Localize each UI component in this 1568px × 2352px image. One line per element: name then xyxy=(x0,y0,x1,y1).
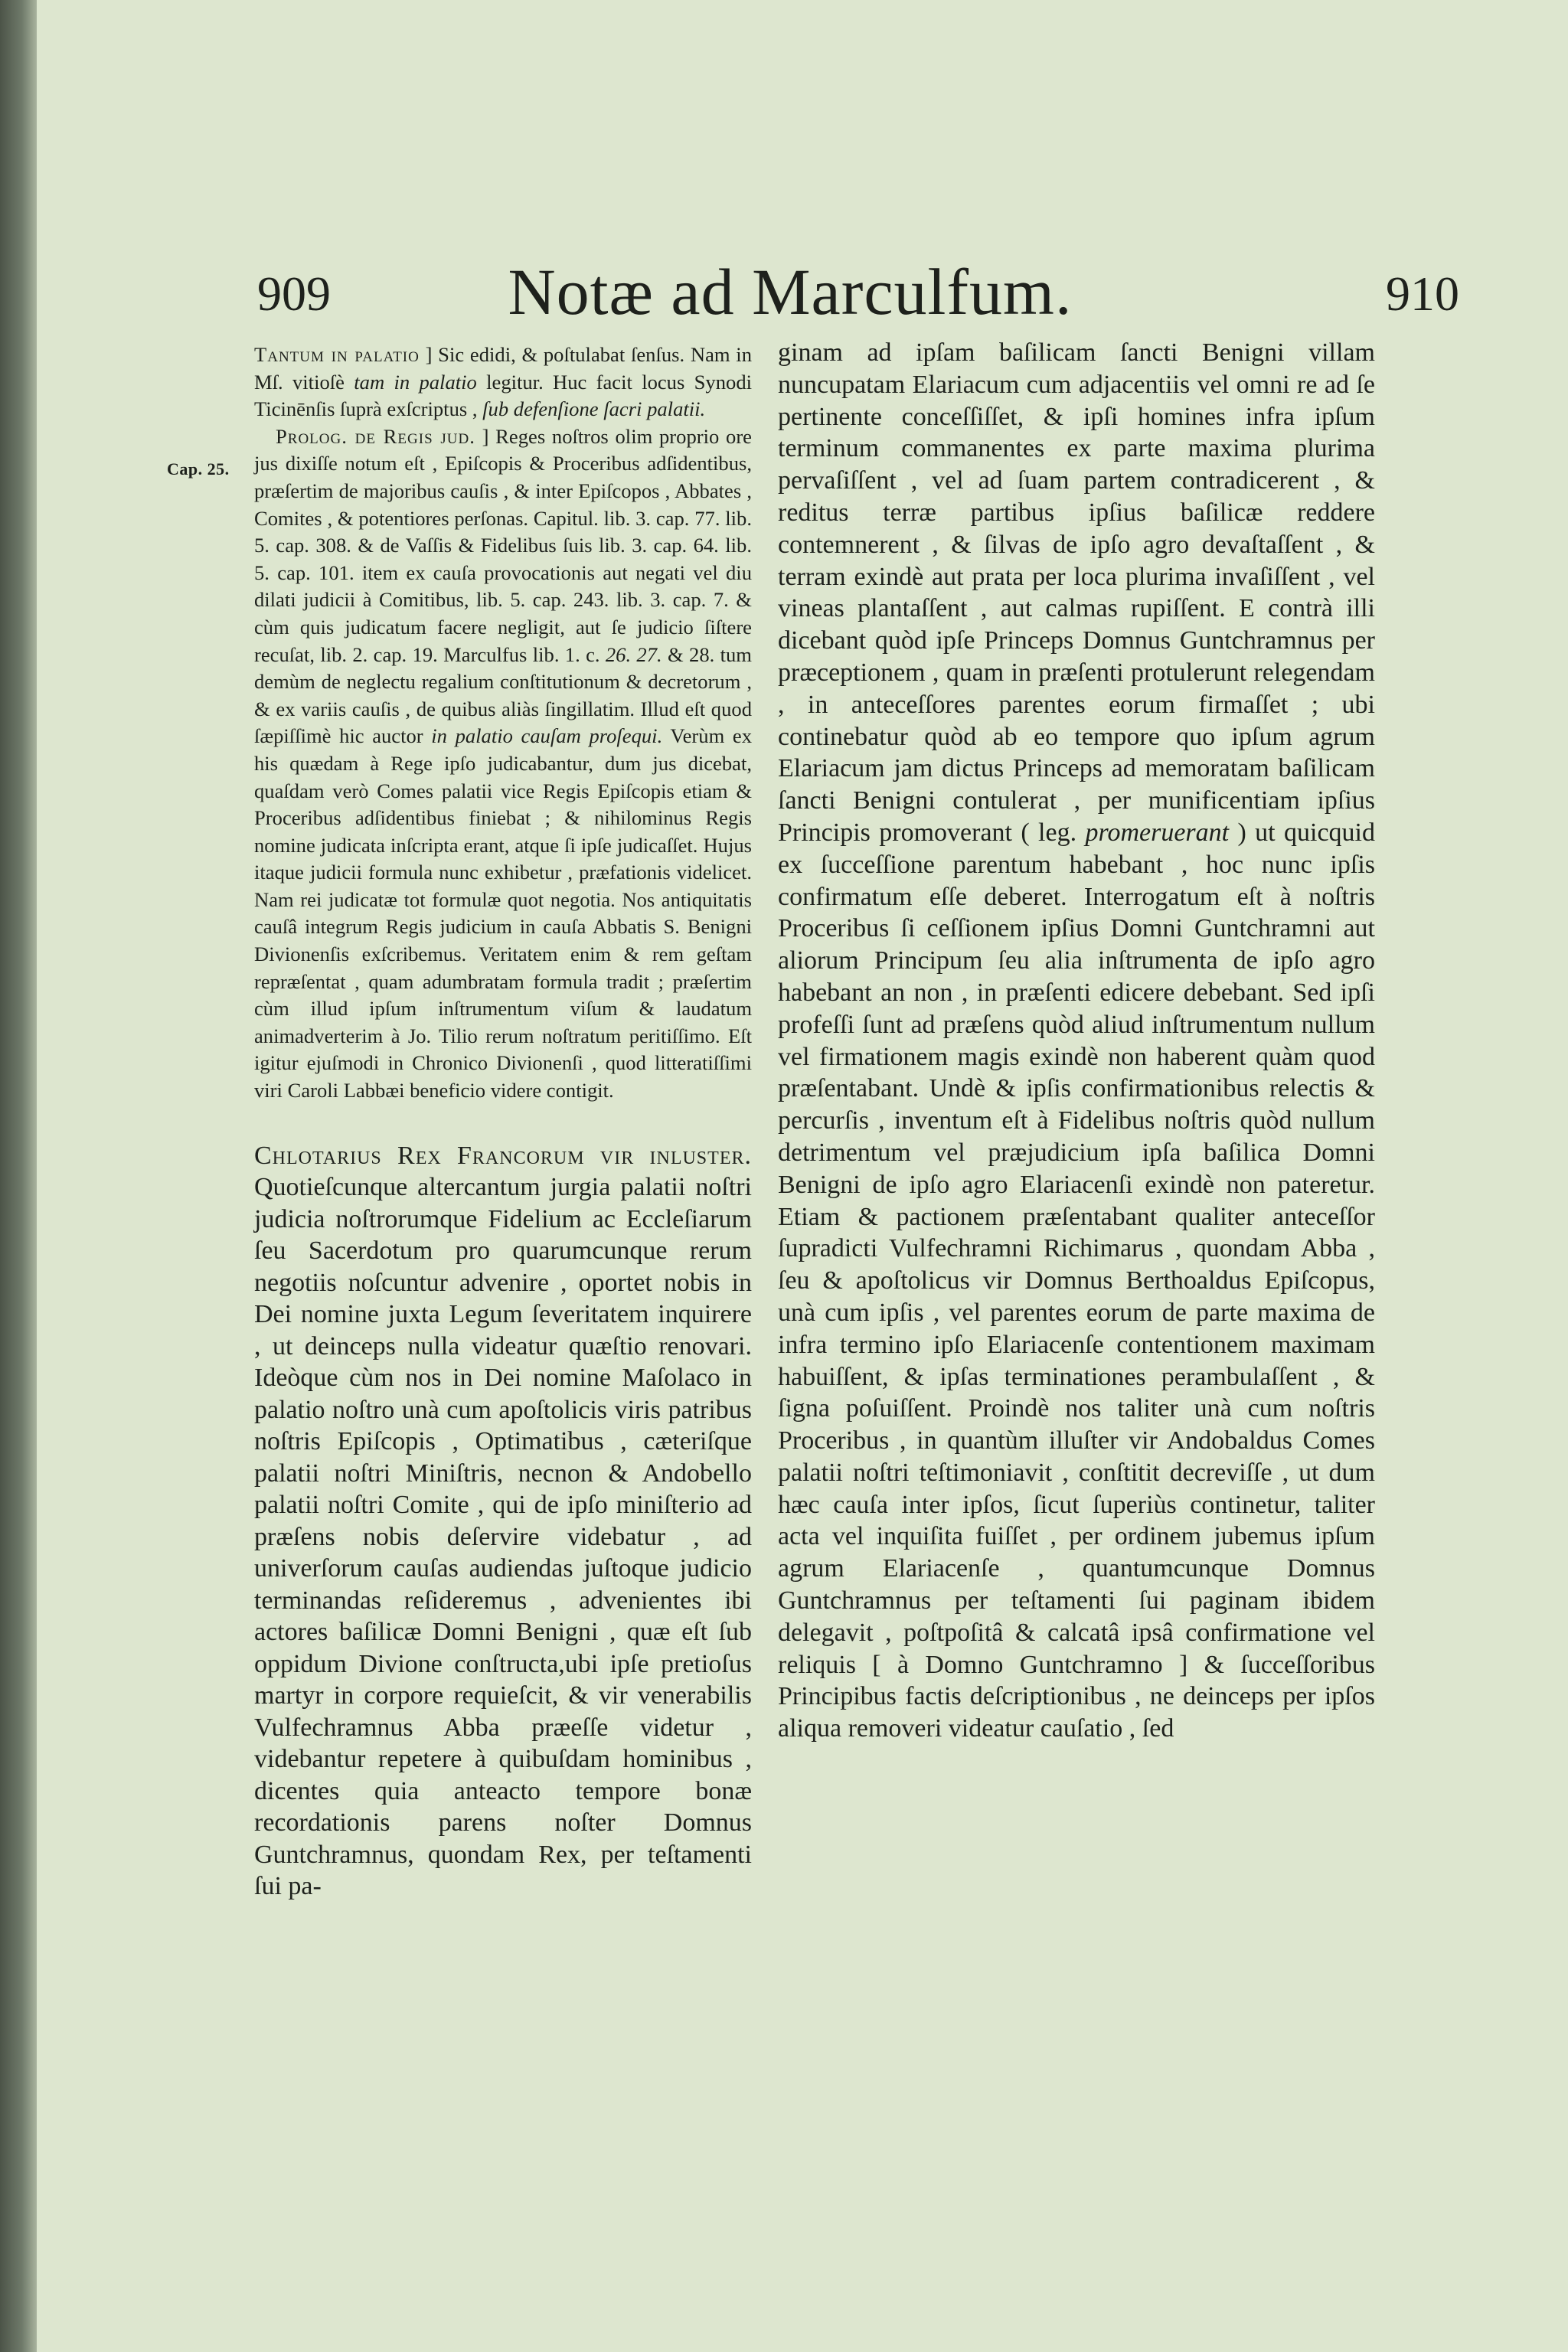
note-italic: 26. 27. xyxy=(605,642,662,666)
right-page-number: 910 xyxy=(1386,266,1459,321)
left-column xyxy=(254,341,752,1903)
note-text: legitur. Huc facit locus Synodi Ticinēnſis ſuprà exſcriptus , xyxy=(254,370,753,421)
charter-text-left xyxy=(254,1140,752,1903)
note-lemma: Tantum in palatio xyxy=(254,343,420,366)
book-spine-shadow xyxy=(0,0,37,2352)
right-column xyxy=(778,337,1375,1745)
margin-reference: Cap. 25. xyxy=(167,459,230,479)
charter-italic: promeruerant xyxy=(1085,818,1230,847)
charter-heading: Chlotarius Rex Francorum vir inluster. xyxy=(254,1141,752,1170)
charter-body: ginam ad ipſam baſilicam ſancti Benigni villam nuncupatam Elariacum cum adjacentiis vel omni re ad ſe pertinente conceſſiſſet, & ipſi homines infra ipſum terminum commanentes ex parte maxima plurima pervaſiſſent , vel ad ſuam partem contradicerent , & reditus terræ partibus ipſius baſilicæ reddere contemnerent , & ſilvas de ipſo agro devaſtaſſent , & terram exindè aut prata per loca plurima invaſiſſent , vel vineas plantaſſent , aut calmas rupiſſent. E contrà illi dicebant quòd ipſe Princeps Domnus Guntchramnus per præceptionem , quam in præſenti protulerunt relegendam , in anteceſſores parentes eorum firmaſſet ; ubi continebatur quòd ab eo tempore quo ipſum agrum Elariacum jam dictus Princeps ad memoratam baſilicam ſancti Benigni contulerat , per munificentiam ipſius Principis promoverant ( leg. xyxy=(778,338,1375,847)
annotations xyxy=(254,341,752,1105)
note-prolog-de-regis-jud xyxy=(254,423,752,1105)
left-page-number: 909 xyxy=(257,266,331,321)
book-page xyxy=(37,0,1568,2352)
note-italic: in palatio cauſam proſequi. xyxy=(431,724,663,748)
running-title: Notæ ad Marculfum. xyxy=(508,255,1073,328)
note-text: Verùm ex his quædam à Rege ipſo judicabantur, dum jus dicebat, quaſdam verò Comes palatii vice Regis Epiſcopis etiam & Proceribus adſidentibus finiebat ; & nihilominus Regis nomine judicata inſcripta erant, atque ſi ipſe judicaſſet. Hujus itaque judicii formula nunc exhibetur , præfationis videlicet. Nam rei judicatæ tot formulæ quot negotia. Nos antiquitatis cauſâ integrum Regis judicium in cauſa Abbatis S. Benigni Divionenſis exſcribemus. Veritatem enim & rem geſtam repræſentat , quam adumbratam formula tradit ; præſertim cùm illud ipſum inſtrumentum viſum & laudatum animadverterim à Jo. Tilio rerum noſtratum peritiſſimo. Eſt igitur ejuſmodi in Chronico Divionenſi , quod litteratiſſimi viri Caroli Labbæi beneficio videre contigit. xyxy=(254,724,752,1102)
note-text: ] Reges noſtros olim proprio ore jus dixiſſe notum eſt , Epiſcopis & Proceribus adſidentibus, præſertim de majoribus cauſis , & inter Epiſcopos , Abbates , Comites , & potentiores perſonas. Capitul. lib. 3. cap. 77. lib. 5. cap. 308. & de Vaſſis & Fidelibus ſuis lib. 3. cap. 64. lib. 5. cap. 101. item ex cauſa provocationis aut negati vel diu dilati judicii à Comitibus, lib. 5. cap. 243. lib. 3. cap. 7. & cùm quis judicatum facere negligit, aut ſe judicio ſiſtere recuſat, lib. 2. cap. 19. Marculfus lib. 1. c. xyxy=(254,424,752,666)
note-text: ] Sic edidi, & poſtulabat ſenſus. Nam in Mſ. vitioſè xyxy=(254,343,752,394)
charter-body: ) ut quicquid ex ſucceſſione parentum habebant , hoc nunc ipſis confirmatum eſſe deberet. Interrogatum eſt à noſtris Proceribus ſi ceſſionem ipſius Domni Guntchramni aut aliorum Principum ſeu alia inſtrumenta de ipſo agro habebant an non , in præſenti edicere debebant. Sed ipſi profeſſi ſunt ad præſens quòd aliud inſtrumentum nullum vel firmationem magis exindè non haberent quàm quod præſentabant. Undè & ipſis confirmationibus relectis & percurſis , inventum eſt à Fidelibus noſtris quòd nullum detrimentum vel præjudicium ipſa baſilica Domni Benigni de ipſo agro Elariacenſi exindè non pateretur. Etiam & pactionem præſentabant qualiter anteceſſor ſupradicti Vulfechramni Richimarus , quondam Abba , ſeu & apoſtolicus vir Domnus Berthoaldus Epiſcopus, unà cum ipſis , vel parentes eorum de parte maxima de infra termino ipſo Elariacenſe contentionem maximam habuiſſent, & ipſas terminationes perambulaſſent , & ſigna poſuiſſent. Proindè nos taliter unà cum noſtris Proceribus , in quantùm illuſter vir Andobaldus Comes palatii noſtri teſtimoniavit , conſtitit decreviſſe , ut dum hæc cauſa inter ipſos, ſicut ſuperiùs continetur, taliter acta vel inquiſita fuiſſet , per ordinem jubemus ipſum agrum Elariacenſe , quantumcunque Domnus Guntchramnus per teſtamenti ſui paginam ibidem delegavit , poſtpoſitâ & calcatâ ipsâ confirmatione vel reliquis [ à Domno Guntchramno ] & ſucceſſoribus Principibus factis deſcriptionibus , ne deinceps per ipſos aliqua removeri videatur cauſatio , ſed xyxy=(778,818,1375,1743)
note-lemma: Prolog. de Regis jud. xyxy=(276,424,475,448)
note-italic: ſub defenſione ſacri palatii. xyxy=(482,397,706,421)
note-tantum-in-palatio xyxy=(254,341,752,423)
note-italic: tam in palatio xyxy=(354,370,477,394)
note-text: & 28. tum demùm de neglectu regalium conſtitutionum & decretorum , & ex variis cauſis , de quibus aliàs ſingillatim. Illud eſt quod ſæpiſſimè hic auctor xyxy=(254,642,752,748)
charter-body: Quotieſcunque altercantum jurgia palatii noſtri judicia noſtrorumque Fidelium ac Eccleſiarum ſeu Sacerdotum pro quarumcunque rerum negotiis noſcuntur advenire , oportet nobis in Dei nomine juxta Legum ſeveritatem inquirere , ut deinceps nulla videatur quæſtio renovari. Ideòque cùm nos in Dei nomine Maſolaco in palatio noſtro unà cum apoſtolicis viris patribus noſtris Epiſcopis , Optimatibus , cæteriſque palatii noſtri Miniſtris, necnon & Andobello palatii noſtri Comite , qui de ipſo miniſterio ad præſens nobis deſervire videbatur , ad univerſorum cauſas audiendas juſtoque judicio terminandas reſideremus , advenientes ibi actores baſilicæ Domni Benigni , quæ eſt ſub oppidum Divione conſtructa,ubi ipſe pretioſus martyr in corpore requieſcit, & vir venerabilis Vulfechramnus Abba præeſſe videtur , videbantur repetere à quibuſdam hominibus , dicentes quia anteacto tempore bonæ recordationis parens noſter Domnus Guntchramnus, quondam Rex, per teſtamenti ſui pa- xyxy=(254,1173,752,1901)
charter-opening xyxy=(254,1140,752,1903)
charter-continuation xyxy=(778,337,1375,1745)
